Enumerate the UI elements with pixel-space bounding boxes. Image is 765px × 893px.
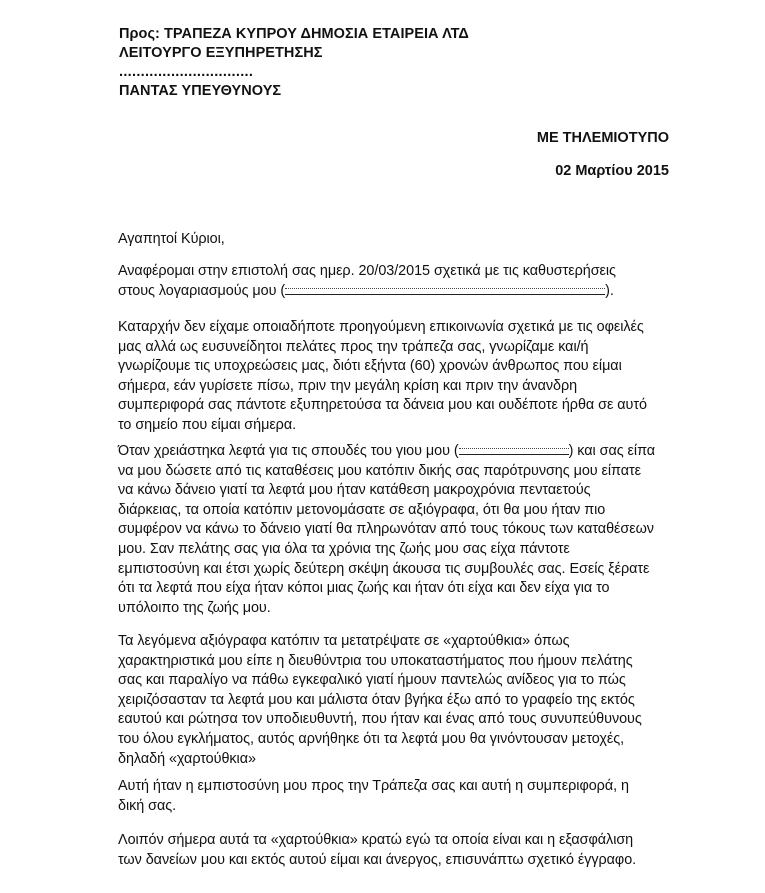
greeting: Αγαπητοί Κύριοι, [118,231,225,247]
paragraph-line: Αυτή ήταν η εμπιστοσύνη μου προς την Τράπεζα σας και αυτή η συμπεριφορά, η [118,778,629,794]
paragraph-line: εμπιστοσύνη και έτσι χωρίς δεύτερη σκέψη άκουσα τις συμβουλές σας. Εσείς ξέρατε [118,560,650,577]
paragraph-line: Αναφέρομαι στην επιστολή σας ημερ. 20/03/2015 σχετικά με τις καθυστερήσεις [118,263,616,279]
recipient-redacted-dots: ............................... [119,64,254,80]
paragraph-line: εαυτού και ρώτησα τον υποδιευθυντή, που ήταν και ένας από τους συνυπεύθυνους [118,711,642,728]
redacted-son-name [459,442,569,455]
paragraph-line: το σημείο που είμαι σήμερα. [118,416,297,433]
paragraph-line: δική σας. [118,797,177,814]
paragraph-line: συμπεριφορά σας πάντοτε εξυπηρετούσα τα δάνεια μου και ουδέποτε ήρθα σε αυτό [118,397,647,414]
paragraph-line: των δανείων μου και εκτός αυτού είμαι και άνεργος, επισυνάπτω σχετικό έγγραφο. [118,851,637,868]
paragraph-line: ότι τα λεφτά που είχα ήταν κόποι μιας ζωής και ήταν ότι είχα και δεν είχα για το [118,580,610,597]
paragraph-3 [118,442,678,618]
paragraph-line: του όλου εγκλήματος, αυτός αρνήθηκε ότι τα λεφτά μου θα γινόντουσαν μετοχές, [118,730,625,747]
paragraph-line: χειριζόσασταν τα λεφτά μου και μάλιστα όταν βγήκα έξω από το γραφείο της εκτός [118,691,635,708]
paragraph-line: μου. Σαν πελάτης σας για όλα τα χρόνια της ζωής μου σας είχα πάντοτε [118,540,570,557]
paragraph-6 [118,831,678,870]
recipient-to-line: Προς: ΤΡΑΠΕΖΑ ΚΥΠΡΟΥ ΔΗΜΟΣΙΑ ΕΤΑΙΡΕΙΑ ΛΤΔ [119,26,469,42]
paragraph-2 [118,318,678,436]
paragraph-line: χαρακτηριστικά μου είπε η διευθύντρια του υποκαταστήματος που ήμουν πελάτης [118,652,633,669]
paragraph-5 [118,777,678,816]
recipient-block [119,25,469,101]
paragraph-line: γνωρίζουμε τις υποχρεώσεις μας, διότι εξήντα (60) χρονών άνθρωπος που είμαι [118,358,622,375]
paragraph-line: δηλαδή «χαρτούθκια» [118,750,256,767]
paragraph-line: να κάνω δάνειο γιατί τα λεφτά μου ήταν κατάθεση μακροχρόνια πενταετούς [118,482,591,499]
delivery-method: ΜΕ ΤΗΛΕΜΙΟΤΥΠΟ [536,130,669,146]
paragraph-4 [118,632,678,769]
paragraph-line: μας αλλά ως ευσυνείδητοι πελάτες προς την τράπεζα σας, γνωρίζαμε και/ή [118,338,589,355]
paragraph-line: Λοιπόν σήμερα αυτά τα «χαρτούθκια» κρατώ εγώ τα οποία είναι και η εξασφάλιση [118,832,634,848]
recipient-department-line: ΛΕΙΤΟΥΡΓΟ ΕΞΥΠΗΡΕΤΗΣΗΣ [119,45,323,61]
letter-date: 02 Μαρτίου 2015 [555,163,669,179]
paragraph-line: Όταν χρειάστηκα λεφτά για τις σπουδές του γιου μου ( ) και σας είπα [118,443,656,459]
paragraph-line: Καταρχήν δεν είχαμε οποιαδήποτε προηγούμενη επικοινωνία σχετικά με τις οφειλές [118,319,644,335]
paragraph-line: Τα λεγόμενα αξιόγραφα κατόπιν τα μετατρέψατε σε «χαρτούθκια» όπως [118,633,570,649]
paragraph-line: σας και παραλίγο να πάθω εγκεφαλικό γιατί ήμουν παντελώς ανίδεος για το πώς [118,672,626,689]
paragraph-1 [118,262,678,301]
paragraph-line: να μου δώσετε από τις καταθέσεις μου κατόπιν δικής σας παρότρυνσης μου είπατε [118,462,642,479]
recipient-responsibles-line: ΠΑΝΤΑΣ ΥΠΕΥΘΥΝΟΥΣ [119,83,282,99]
paragraph-line: υπόλοιπο της ζωής μου. [118,599,271,616]
paragraph-line: σήμερα, εάν γυρίσετε πίσω, πριν την μεγάλη κρίση και πριν την άνανδρη [118,377,578,394]
paragraph-line: στους λογαριασμούς μου ( ). [118,282,614,299]
paragraph-line: συμφέρον να κάνω το δάνειο γιατί θα πληρωνόταν από τους τόκους των καταθέσεων [118,521,654,538]
redacted-account-numbers [285,282,605,295]
paragraph-line: διάρκειας, τα οποία κατόπιν μετονομάσατε σε αξιόγραφα, ότι θα μου ήταν πιο [118,501,606,518]
